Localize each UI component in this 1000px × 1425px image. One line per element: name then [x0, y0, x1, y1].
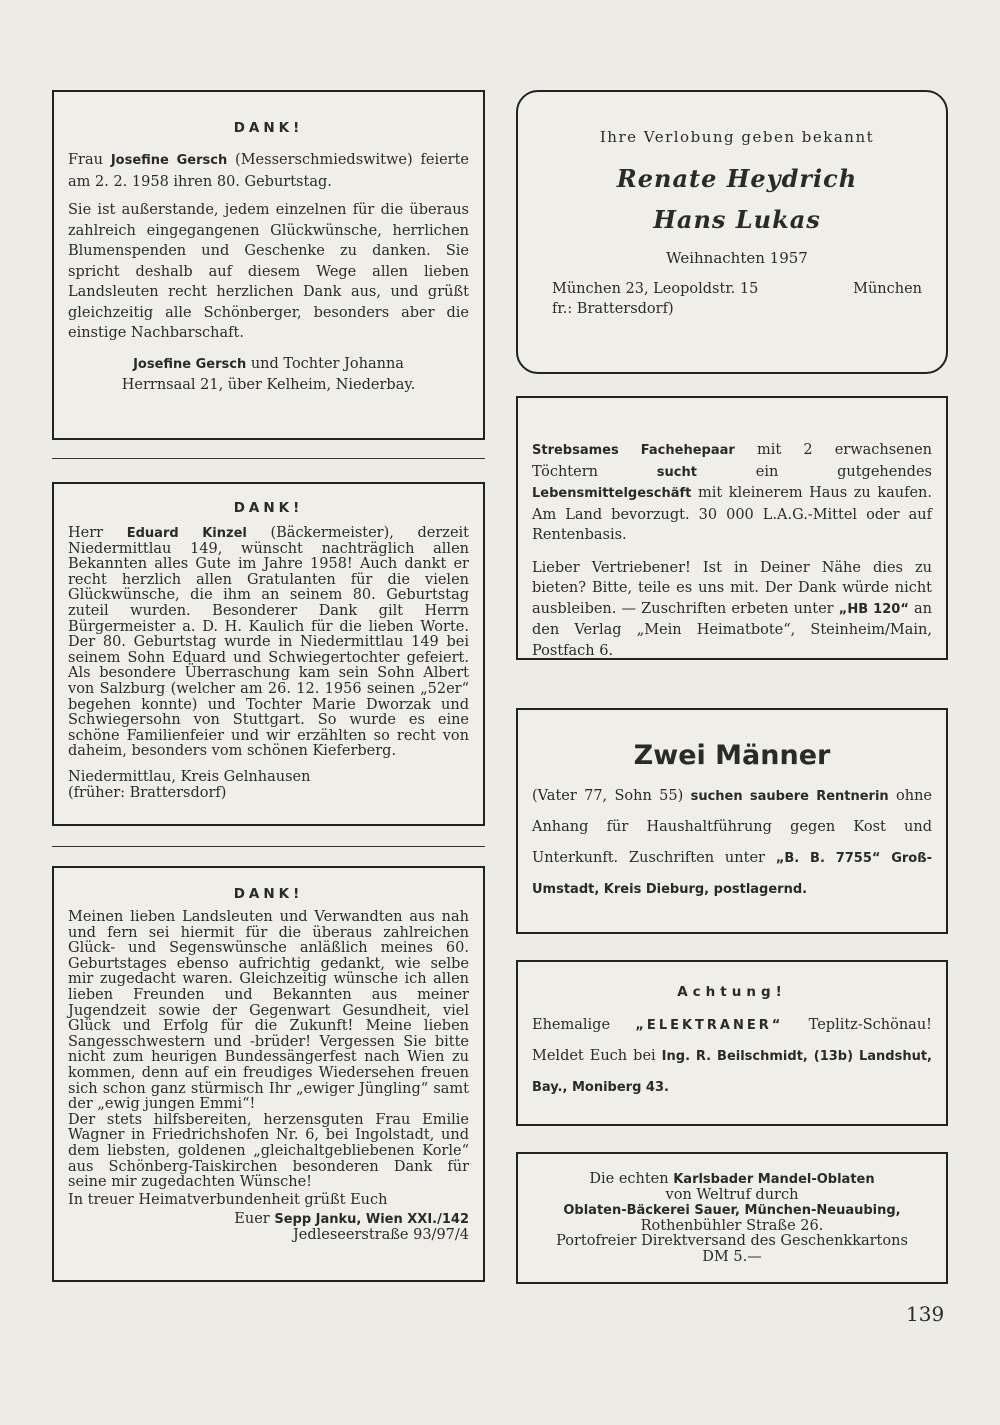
- dank-paragraph: In treuer Heimatverbundenheit grüßt Euch: [68, 1191, 388, 1208]
- ad-paragraph: Ehemalige „ELEKTRANER“ Teplitz-Schönau! Meldet Euch bei Ing. R. Beilschmidt, (13b) Landshut, Bay., Moniberg 43.: [532, 1017, 932, 1095]
- signature-line: Josefine Gersch und Tochter Johanna: [133, 355, 404, 372]
- engagement-date: Weihnachten 1957: [666, 249, 808, 267]
- signature-address: Jedleseerstraße 93/97/4: [292, 1226, 469, 1243]
- engagement-city: München: [853, 280, 922, 297]
- engagement-address-row: [552, 279, 922, 320]
- ad-achtung: [516, 960, 948, 1126]
- engagement-name-1: Renate Heydrich: [616, 164, 858, 193]
- name-highlight: Sepp Janku, Wien XXI./142: [274, 1212, 469, 1228]
- ad-title: Zwei Männer: [633, 740, 831, 771]
- divider: [52, 846, 485, 847]
- dank-notice-kinzel: [52, 482, 485, 826]
- engagement-name-2: Hans Lukas: [653, 205, 821, 234]
- engagement-intro: Ihre Verlobung geben bekannt: [599, 128, 875, 146]
- divider: [52, 458, 485, 459]
- ad-line: DM 5.—: [702, 1248, 762, 1265]
- dank-notice-janku: [52, 866, 485, 1282]
- dank-notice-gersch: [52, 90, 485, 440]
- ad-line: Portofreier Direktversand des Geschenkkartons: [556, 1233, 908, 1250]
- dank-paragraph: Sie ist außerstande, jedem einzelnen für die überaus zahlreich eingegangenen Glückwünsche, herrlichen Blumenspenden und Geschenke zu danken. Sie spricht deshalb auf diesem Wege allen lieben Landsleuten recht herzlichen Dank aus, und grüßt gleichzeitig alle Schönberger, besonders aber die einstige Nachbarschaft.: [68, 202, 469, 341]
- ad-oblaten: [516, 1152, 948, 1284]
- dank-heading: DANK!: [233, 886, 304, 902]
- dank-paragraph: Frau Josefine Gersch (Messerschmiedswitwe) feierte am 2. 2. 1958 ihren 80. Geburtstag.: [68, 152, 470, 190]
- ad-line: Die echten Karlsbader Mandel-Oblaten: [589, 1171, 875, 1187]
- engagement-address-2: fr.: Brattersdorf): [552, 301, 674, 317]
- dank-paragraph: Herr Eduard Kinzel (Bäckermeister), derzeit Niedermittlau 149, wünscht nachträglich allen Bekannten alles Gute im Jahre 1958! Auch dankt er recht herzlich allen Gratulanten für die vielen Glückwünsche, die ihm an seinem 80. Geburtstag zuteil wurden. Besonderer Dank gilt Herrn Bürgermeister a. D. H. Kaulich für die lieben Worte. Der 80. Geburtstag wurde in Niedermittlau 149 bei seinem Sohn Eduard und Schwiegertochter gefeiert. Als besondere Überraschung kam sein Sohn Albert von Salzburg (welcher am 26. 12. 1956 seinen „52er“ begehen konnte) und Tochter Marie Dworzak und Schwiegersohn von Stuttgart. So wurde es eine schöne Familienfeier und wir erzählten so recht von daheim, besonders vom schönen Kieferberg.: [68, 525, 469, 760]
- engagement-announcement: [516, 90, 948, 374]
- ad-fachehepaar: [516, 396, 948, 660]
- ad-line: Oblaten-Bäckerei Sauer, München-Neuaubing,: [563, 1203, 901, 1219]
- ad-heading: Achtung!: [677, 984, 787, 1000]
- dank-paragraph: Meinen lieben Landsleuten und Verwandten aus nah und fern sei hiermit für die überaus zahlreichen Glück- und Segenswünsche anläßlich meines 60. Geburtstages ebenso aufrichtig gedankt, wie selbe mir zugedacht waren. Gleichzeitig wünsche ich allen lieben Freunden und Bekannten aus meiner Jugendzeit sowie der Gegenwart Gesundheit, viel Glück und Erfolg für die Zukunft! Meine lieben Sangesschwestern und -brüder! Vergessen Sie bitte nicht zum heurigen Bundessängerfest nach Wien zu kommen, denn auf ein freudiges Wiedersehen freuen sich schon ganz stürmisch Ihr „ewiger Jüngling“ samt der „ewig jungen Emmi“!: [68, 909, 469, 1113]
- ad-paragraph: Strebsames Fachehepaar mit 2 erwachsenen Töchtern sucht ein gutgehendes Lebensmittelgeschäft mit kleinerem Haus zu kaufen. Am Land bevorzugt. 30 000 L.A.G.-Mittel oder auf Rentenbasis.: [532, 442, 933, 543]
- dank-heading: DANK!: [233, 120, 304, 136]
- dank-address: (früher: Brattersdorf): [68, 784, 227, 801]
- ad-paragraph: (Vater 77, Sohn 55) suchen saubere Rentnerin ohne Anhang für Haushaltführung gegen Kost und Unterkunft. Zuschriften unter „B. B. 7755“ Groß-Umstadt, Kreis Dieburg, postlagernd.: [532, 788, 932, 897]
- name-highlight: Josefine Gersch: [133, 356, 247, 372]
- name-highlight: Eduard Kinzel: [126, 526, 247, 541]
- engagement-address-1: München 23, Leopoldstr. 15: [552, 280, 759, 297]
- dank-heading: DANK!: [233, 500, 304, 516]
- signature-line: Euer Sepp Janku, Wien XXI./142: [234, 1211, 469, 1228]
- name-highlight: Josefine Gersch: [110, 153, 228, 168]
- dank-paragraph: Der stets hilfsbereiten, herzensguten Frau Emilie Wagner in Friedrichshofen Nr. 6, bei Ingolstadt, und dem liebsten, goldenen „gleichaltgebliebenen Korle“ aus Schönberg-Taiskirchen besonderen Dank für seine mir zugedachten Wünsche!: [68, 1111, 469, 1191]
- dank-address: Niedermittlau, Kreis Gelnhausen: [68, 768, 311, 785]
- ad-line: von Weltruf durch: [665, 1186, 799, 1203]
- ad-paragraph: Lieber Vertriebener! Ist in Deiner Nähe dies zu bieten? Bitte, teile es uns mit. Der Dank würde nicht ausbleiben. — Zuschriften erbeten unter „HB 120“ an den Verlag „Mein Heimatbote“, Steinheim/Main, Postfach 6.: [532, 559, 933, 659]
- ad-zwei-maenner: [516, 708, 948, 934]
- page-number: 139: [906, 1302, 945, 1326]
- signature-address: Herrnsaal 21, über Kelheim, Niederbay.: [121, 377, 416, 393]
- ad-line: Rothenbühler Straße 26.: [640, 1217, 824, 1234]
